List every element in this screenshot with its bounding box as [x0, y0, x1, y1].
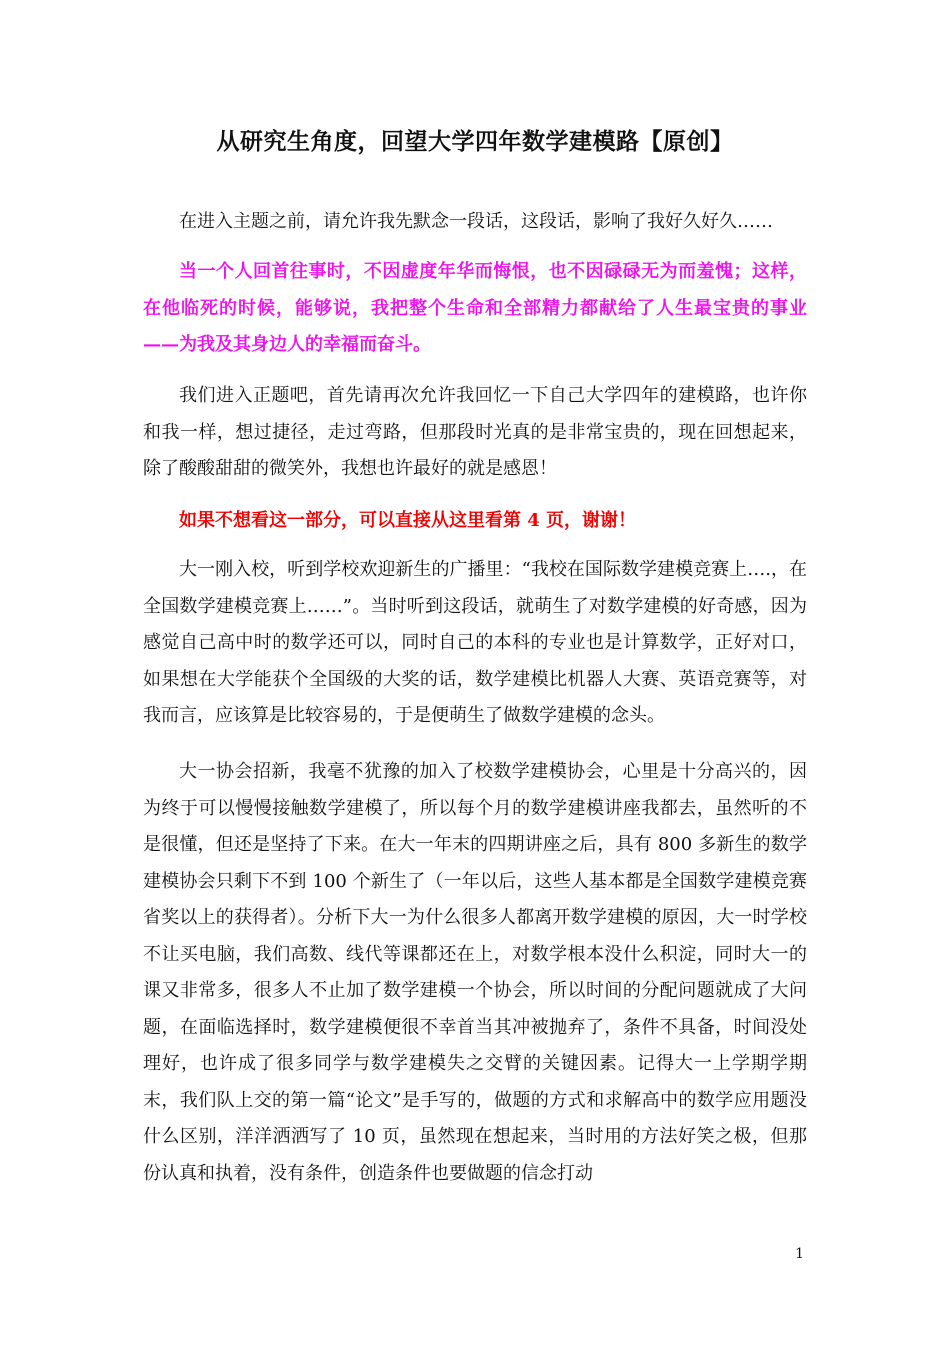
skip-note: 如果不想看这一部分，可以直接从这里看第 4 页，谢谢！ — [179, 510, 637, 531]
intro-paragraph: 在进入主题之前，请允许我先默念一段话，这段话，影响了我好久好久…… — [179, 211, 773, 232]
quote-paragraph: 当一个人回首往事时，不因虚度年华而悔恨，也不因碌碌无为而羞愧；这样，在他临死的时候，能够说，我把整个生命和全部精力都献给了人生最宝贵的事业——为我及其身边人的幸福而奋斗。 — [143, 261, 807, 355]
freshman-paragraph: 大一刚入校，听到学校欢迎新生的广播里：“我校在国际数学建模竞赛上….，在全国数学建模竞赛上……”。当时听到这段话，就萌生了对数学建模的好奇感，因为感觉自己高中时的数学还可以，同时自己的本科的专业也是计算数学，正好对口，如果想在大学能获个全国级的大奖的话，数学建模比机器人大赛、英语竞赛等，对我而言，应该算是比较容易的，于是便萌生了做数学建模的念头。 — [143, 559, 807, 726]
page-number: 1 — [795, 1246, 804, 1262]
topic-paragraph: 我们进入正题吧，首先请再次允许我回忆一下自己大学四年的建模路，也许你和我一样，想过捷径，走过弯路，但那段时光真的是非常宝贵的，现在回想起来，除了酸酸甜甜的微笑外，我想也许最好的就是感恩！ — [143, 385, 807, 479]
association-paragraph: 大一协会招新，我毫不犹豫的加入了校数学建模协会，心里是十分高兴的，因为终于可以慢慢接触数学建模了，所以每个月的数学建模讲座我都去，虽然听的不是很懂，但还是坚持了下来。在大一年末的四期讲座之后，具有 800 多新生的数学建模协会只剩下不到 100 个新生了（一年以后，这些人基本都是全国数学建模竞赛省奖以上的获得者）。分析下大一为什么很多人都离开数学建模的原因，大一时学校不让买电脑，我们高数、线代等课都还在上，对数学根本没什么积淀，同时大一的课又非常多，很多人不止加了数学建模一个协会，所以时间的分配问题就成了大问题，在面临选择时，数学建模便很不幸首当其冲被抛弃了，条件不具备，时间没处理好，也许成了很多同学与数学建模失之交臂的关键因素。记得大一上学期学期末，我们队上交的第一篇“论文”是手写的，做题的方式和求解高中的数学应用题没什么区别，洋洋洒洒写了 10 页，虽然现在想起来，当时用的方法好笑之极，但那份认真和执着，没有条件，创造条件也要做题的信念打动 — [143, 761, 807, 1184]
document-title: 从研究生角度，回望大学四年数学建模路【原创】 — [216, 128, 734, 155]
